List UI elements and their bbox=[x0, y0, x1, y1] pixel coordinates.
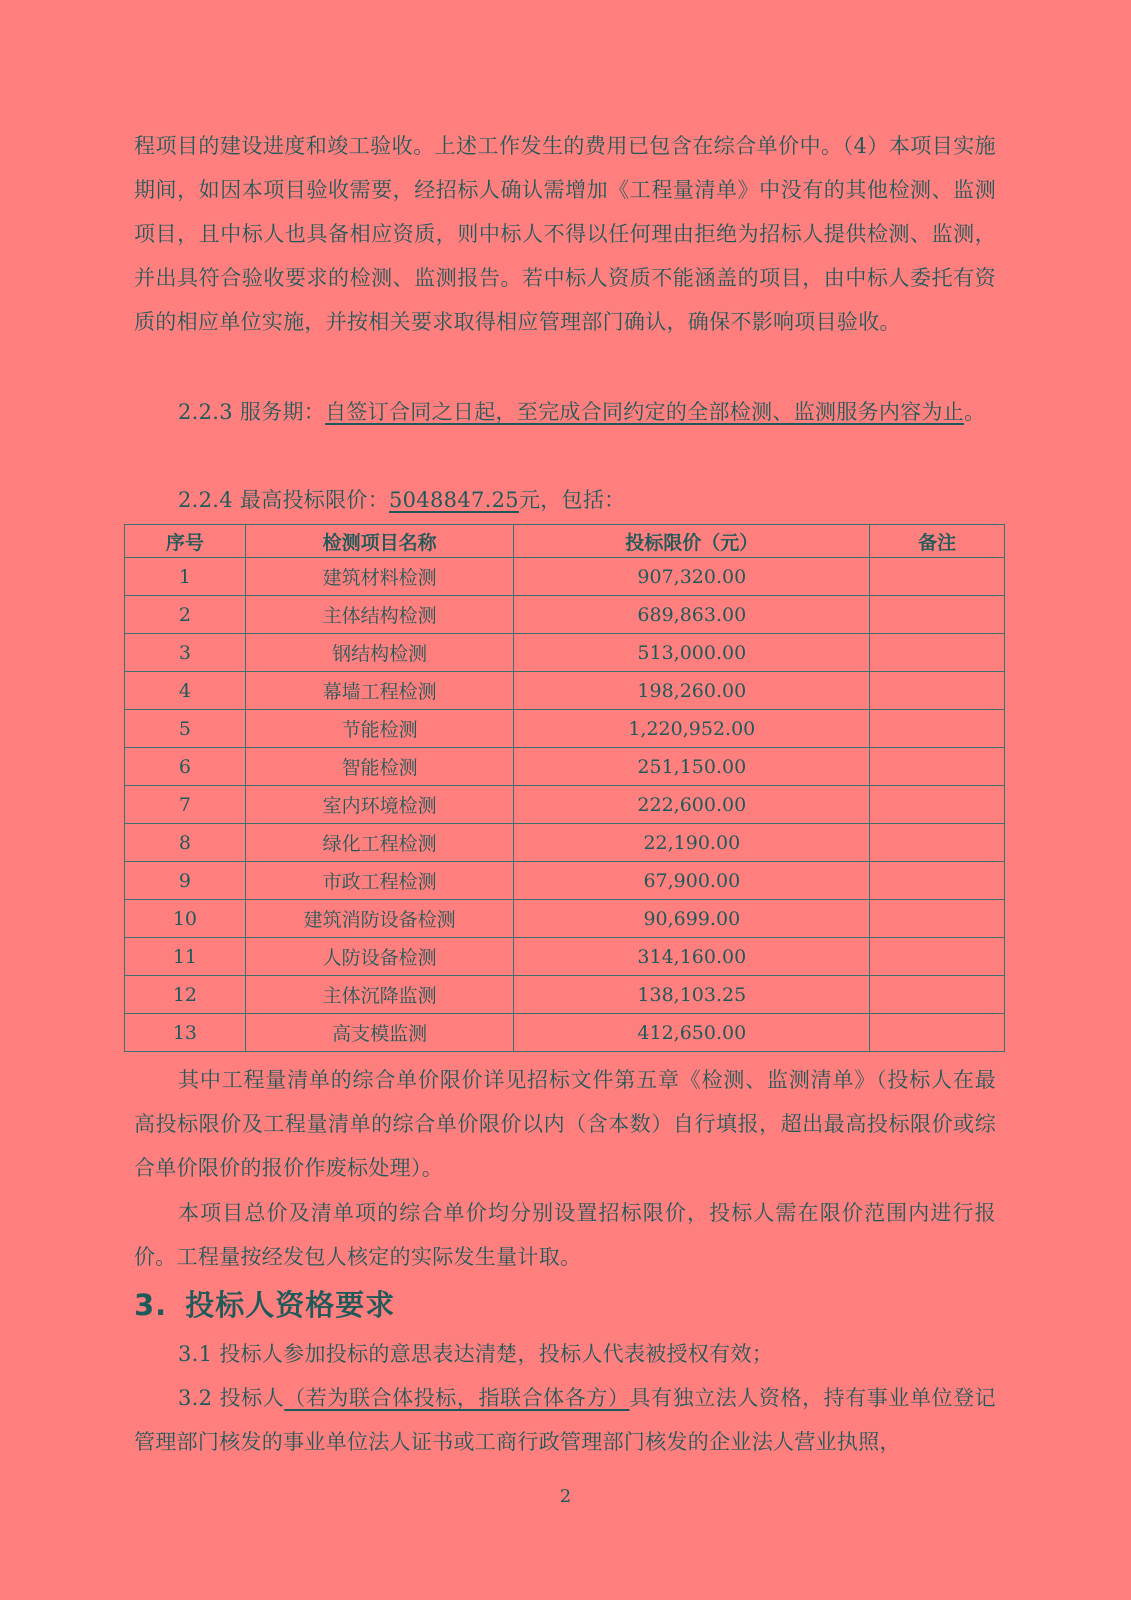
item-name-cell: 市政工程检测 bbox=[245, 862, 514, 900]
item-name-cell: 主体结构检测 bbox=[245, 596, 514, 634]
price-cell: 198,260.00 bbox=[514, 672, 870, 710]
item-name-cell: 建筑材料检测 bbox=[245, 558, 514, 596]
table-row bbox=[125, 862, 1005, 900]
row-number-cell: 6 bbox=[125, 748, 246, 786]
header-note: 备注 bbox=[870, 525, 1005, 558]
header-name: 检测项目名称 bbox=[245, 525, 514, 558]
service-period-label: 2.2.3 服务期： bbox=[178, 400, 326, 424]
table-row bbox=[125, 634, 1005, 672]
item-name-cell: 绿化工程检测 bbox=[245, 824, 514, 862]
table-row bbox=[125, 824, 1005, 862]
table-row bbox=[125, 596, 1005, 634]
price-limit-value: 5048847.25 bbox=[389, 488, 519, 512]
price-cell: 138,103.25 bbox=[514, 976, 870, 1014]
row-number-cell: 13 bbox=[125, 1014, 246, 1052]
row-number-cell: 3 bbox=[125, 634, 246, 672]
item-3-2-prefix: 3.2 投标人 bbox=[178, 1386, 285, 1410]
row-number-cell: 8 bbox=[125, 824, 246, 862]
price-cell: 513,000.00 bbox=[514, 634, 870, 672]
item-3-2-underlined: （若为联合体投标，指联合体各方） bbox=[284, 1386, 630, 1410]
section-3-heading bbox=[134, 1283, 395, 1324]
row-number-cell: 12 bbox=[125, 976, 246, 1014]
note-cell bbox=[870, 938, 1005, 976]
price-limit-paragraph bbox=[134, 478, 996, 522]
price-cell: 22,190.00 bbox=[514, 824, 870, 862]
price-cell: 1,220,952.00 bbox=[514, 710, 870, 748]
table-row bbox=[125, 672, 1005, 710]
item-3-1: 3.1 投标人参加投标的意思表达清楚，投标人代表被授权有效； bbox=[178, 1342, 774, 1366]
table-row bbox=[125, 938, 1005, 976]
table-row bbox=[125, 786, 1005, 824]
table-row bbox=[125, 976, 1005, 1014]
note-cell bbox=[870, 900, 1005, 938]
row-number-cell: 11 bbox=[125, 938, 246, 976]
price-cell: 689,863.00 bbox=[514, 596, 870, 634]
table-row bbox=[125, 710, 1005, 748]
service-period-end: 。 bbox=[964, 400, 986, 424]
table-body bbox=[125, 558, 1005, 1052]
price-cell: 251,150.00 bbox=[514, 748, 870, 786]
note-cell bbox=[870, 786, 1005, 824]
price-cell: 907,320.00 bbox=[514, 558, 870, 596]
row-number-cell: 4 bbox=[125, 672, 246, 710]
page-number: 2 bbox=[559, 1486, 572, 1507]
service-period-value: 自签订合同之日起，至完成合同约定的全部检测、监测服务内容为止 bbox=[325, 400, 965, 424]
row-number-cell: 7 bbox=[125, 786, 246, 824]
service-period-paragraph bbox=[134, 390, 996, 434]
unit-price-paragraph: 其中工程量清单的综合单价限价详见招标文件第五章《检测、监测清单》（投标人在最高投标限价及工程量清单的综合单价限价以内（含本数）自行填报，超出最高投标限价或综合单价限价的报价作废标处理）。 bbox=[134, 1068, 996, 1180]
item-name-cell: 节能检测 bbox=[245, 710, 514, 748]
table-row bbox=[125, 900, 1005, 938]
section-3-number: 3. bbox=[134, 1288, 168, 1322]
header-no: 序号 bbox=[125, 525, 246, 558]
note-cell bbox=[870, 558, 1005, 596]
table-row bbox=[125, 748, 1005, 786]
item-name-cell: 钢结构检测 bbox=[245, 634, 514, 672]
item-name-cell: 高支模监测 bbox=[245, 1014, 514, 1052]
table-row bbox=[125, 1014, 1005, 1052]
price-cell: 412,650.00 bbox=[514, 1014, 870, 1052]
note-cell bbox=[870, 672, 1005, 710]
note-cell bbox=[870, 862, 1005, 900]
item-name-cell: 主体沉降监测 bbox=[245, 976, 514, 1014]
price-cell: 314,160.00 bbox=[514, 938, 870, 976]
total-price-paragraph: 本项目总价及清单项的综合单价均分别设置招标限价，投标人需在限价范围内进行报价。工程量按经发包人核定的实际发生量计取。 bbox=[134, 1201, 996, 1269]
note-cell bbox=[870, 824, 1005, 862]
item-name-cell: 人防设备检测 bbox=[245, 938, 514, 976]
note-cell bbox=[870, 748, 1005, 786]
price-limit-label: 2.2.4 最高投标限价： bbox=[178, 488, 390, 512]
row-number-cell: 2 bbox=[125, 596, 246, 634]
item-name-cell: 室内环境检测 bbox=[245, 786, 514, 824]
row-number-cell: 10 bbox=[125, 900, 246, 938]
note-cell bbox=[870, 596, 1005, 634]
note-cell bbox=[870, 634, 1005, 672]
row-number-cell: 1 bbox=[125, 558, 246, 596]
section-3-title: 投标人资格要求 bbox=[185, 1288, 396, 1322]
table-row bbox=[125, 558, 1005, 596]
paragraph-continuation: 程项目的建设进度和竣工验收。上述工作发生的费用已包含在综合单价中。（4）本项目实施期间，如因本项目验收需要，经招标人确认需增加《工程量清单》中没有的其他检测、监测项目，且中标人也具备相应资质，则中标人不得以任何理由拒绝为招标人提供检测、监测，并出具符合验收要求的检测、监测报告。若中标人资质不能涵盖的项目，由中标人委托有资质的相应单位实施，并按相关要求取得相应管理部门确认，确保不影响项目验收。 bbox=[134, 134, 996, 334]
item-3-2-rest: 具有独立法人资格，持有事业单位登记管理部门核发的事业单位法人证书或工商行政管理部门核发的企业法人营业执照， bbox=[134, 1386, 996, 1454]
item-name-cell: 幕墙工程检测 bbox=[245, 672, 514, 710]
price-cell: 67,900.00 bbox=[514, 862, 870, 900]
item-3-2 bbox=[134, 1376, 996, 1464]
table-header-row bbox=[125, 525, 1005, 558]
price-cell: 90,699.00 bbox=[514, 900, 870, 938]
note-cell bbox=[870, 710, 1005, 748]
row-number-cell: 9 bbox=[125, 862, 246, 900]
item-name-cell: 建筑消防设备检测 bbox=[245, 900, 514, 938]
item-name-cell: 智能检测 bbox=[245, 748, 514, 786]
price-cell: 222,600.00 bbox=[514, 786, 870, 824]
header-price: 投标限价（元） bbox=[514, 525, 870, 558]
note-cell bbox=[870, 976, 1005, 1014]
note-cell bbox=[870, 1014, 1005, 1052]
bid-price-table bbox=[124, 524, 1005, 1052]
row-number-cell: 5 bbox=[125, 710, 246, 748]
price-limit-suffix: 元，包括： bbox=[518, 488, 626, 512]
